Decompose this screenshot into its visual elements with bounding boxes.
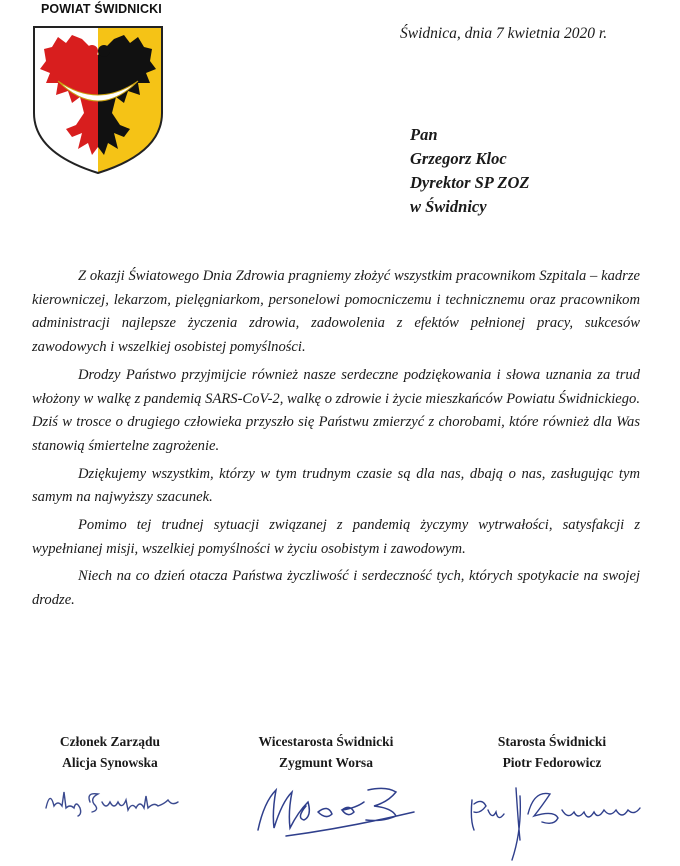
signatory-title: Starosta Świdnicki — [497, 734, 607, 749]
signatory-block-vice-starost — [236, 731, 416, 773]
paragraph: Drodzy Państwo przyjmijcie również nasze serdeczne podziękowania i słowa uznania za trud włożony w walkę z pandemią SARS-CoV-2, walkę o zdrowie i życie mieszkańców Powiatu Świdnickiego. Dziś w trosce o drugiego człowieka przyszło się Państwu zmierzyć z chorobami, które również dla Was stanowią śmiertelne zagrożenie. — [32, 366, 640, 454]
signatory-name: Piotr Fedorowicz — [502, 755, 602, 770]
signatory-title: Wicestarosta Świdnicki — [258, 734, 394, 749]
signatory-name: Zygmunt Worsa — [279, 755, 373, 770]
paragraph: Pomimo tej trudnej sytuacji związanej z pandemią życzymy wytrwałości, satysfakcji z wypełnianej misji, wszelkiej pomyślności w życiu osobistym i zawodowym. — [32, 517, 640, 557]
recipient-salutation: Pan — [410, 125, 438, 144]
paragraph: Z okazji Światowego Dnia Zdrowia pragniemy złożyć wszystkim pracownikom Szpitala – kadrze kierowniczej, lekarzom, pielęgniarkom, personelowi pomocniczemu i technicznemu oraz pracownikom administracji najlepsze życzenia zdrowia, zadowolenia z efektów pełnionej pracy, sukcesów zawodowych i wszelkiej osobistej pomyślności. — [32, 268, 640, 356]
recipient-location: w Świdnicy — [410, 197, 487, 216]
handwritten-signature-fedorowicz — [458, 770, 658, 865]
coat-of-arms-icon — [32, 25, 164, 175]
letter-body — [32, 265, 640, 617]
handwritten-signature-synowska — [40, 780, 190, 820]
handwritten-signature-worsa — [246, 772, 426, 842]
office-name: POWIAT ŚWIDNICKI — [41, 2, 162, 16]
recipient-position: Dyrektor SP ZOZ — [410, 173, 530, 192]
recipient-address — [410, 123, 529, 219]
recipient-name: Grzegorz Kloc — [410, 149, 507, 168]
signatory-block-member — [40, 731, 180, 773]
signatory-block-starost — [474, 731, 630, 773]
paragraph: Niech na co dzień otacza Państwa życzliwość i serdeczność tych, których spotykacie na swojej drodze. — [32, 568, 640, 609]
signatory-name: Alicja Synowska — [62, 755, 158, 770]
signatory-title: Członek Zarządu — [59, 734, 161, 749]
paragraph: Dziękujemy wszystkim, którzy w tym trudnym czasie są dla nas, dbają o nas, zasługując tym samym na najwyższy szacunek. — [32, 465, 640, 506]
letter-date: Świdnica, dnia 7 kwietnia 2020 r. — [400, 25, 608, 42]
